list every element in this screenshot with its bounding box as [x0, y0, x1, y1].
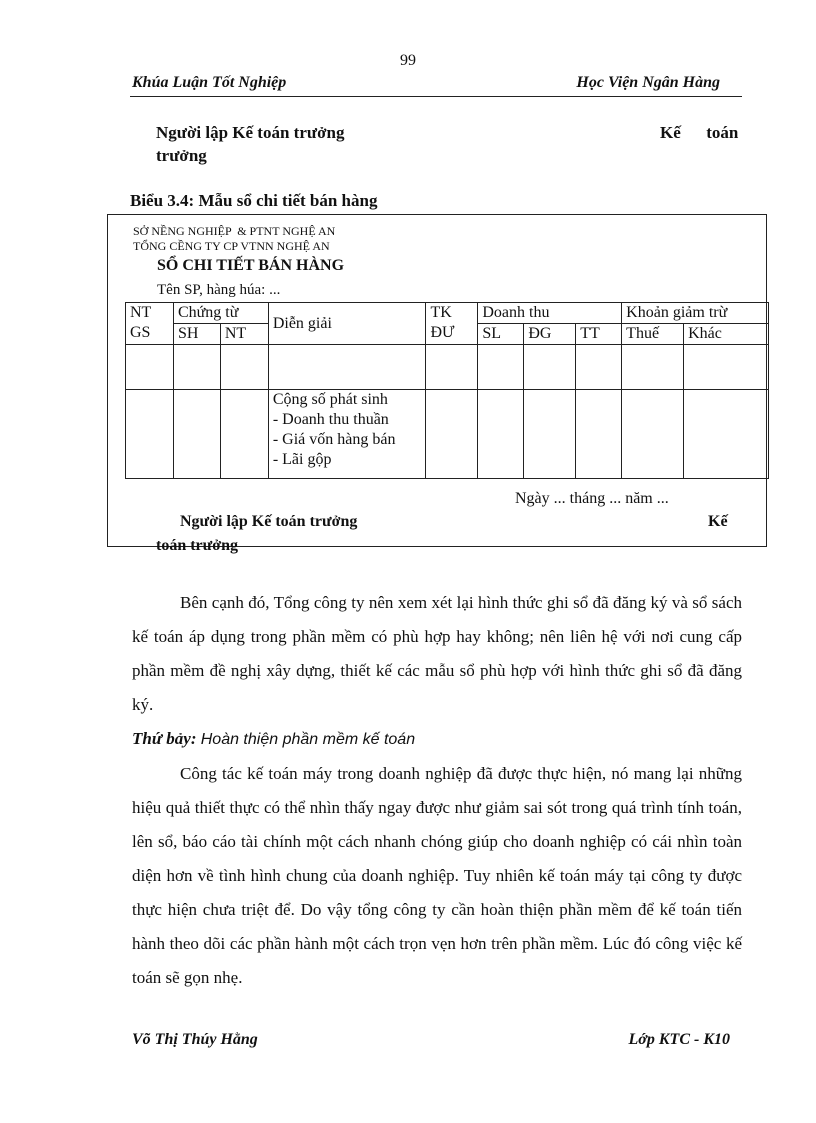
- ledger-signature-right: Kế: [708, 513, 728, 530]
- header-rule: [130, 96, 742, 97]
- header-left: Khúa Luận Tốt Nghiệp: [132, 74, 287, 91]
- signature-top-right: Kế toán: [660, 123, 739, 142]
- summary-line: - Doanh thu thuần: [272, 411, 389, 428]
- ledger-blank-row: [126, 345, 769, 390]
- section-heading: [132, 722, 742, 757]
- col-dien-giai: Diễn giải: [268, 303, 426, 345]
- summary-line: - Lãi gộp: [272, 451, 332, 468]
- footer-left: Võ Thị Thúy Hằng: [132, 1031, 258, 1048]
- col-thue: Thuế: [622, 324, 684, 345]
- section-heading-title: Hoàn thiện phần mềm kế toán: [200, 731, 416, 748]
- ledger-signature-left: Người lập Kế toán trưởng: [180, 513, 358, 530]
- col-doanh-thu: Doanh thu: [478, 303, 622, 324]
- paragraph-2: Công tác kế toán máy trong doanh nghiệp đã được thực hiện, nó mang lại những hiệu quả thiết thực có thể nhìn thấy ngay được như giảm sai sót trong quá trình tính toán, lên sổ, báo cáo tài chính một cách nhanh chóng giúp cho doanh nghiệp có cái nhìn toàn diện hơn về tình hình chung của doanh nghiệp. Tuy nhiên kế toán máy tại công ty được thực hiện chưa triệt để. Do vậy tổng công ty cần hoàn thiện phần mềm để kế toán tiến hành theo dõi các phần hành một cách trọn vẹn hơn trên phần mềm. Lúc đó công việc kế toán sẽ gọn nhẹ.: [132, 764, 742, 987]
- ledger-org-line-2: TỔNG CỀNG TY CP VTNN NGHỆ AN: [133, 239, 330, 253]
- summary-cell: [268, 390, 426, 479]
- summary-line: - Giá vốn hàng bán: [272, 431, 396, 448]
- col-khoan-giam-tru: Khoản giảm trừ: [622, 303, 769, 324]
- col-dg: ĐG: [524, 324, 576, 345]
- col-khac: Khác: [684, 324, 769, 345]
- col-nt-gs: NT GS: [126, 303, 174, 345]
- figure-caption: Biểu 3.4: Mẫu sổ chi tiết bán hàng: [130, 191, 378, 210]
- ledger-title: SỔ CHI TIẾT BÁN HÀNG: [157, 257, 345, 274]
- page-number: 99: [400, 52, 416, 69]
- header-right: Học Viện Ngân Hàng: [576, 74, 720, 91]
- col-nt: NT: [220, 324, 268, 345]
- col-tt: TT: [576, 324, 622, 345]
- col-sl: SL: [478, 324, 524, 345]
- ledger-header-row-1: [126, 303, 769, 324]
- summary-line: Cộng số phát sinh: [272, 391, 388, 408]
- col-chung-tu: Chứng từ: [173, 303, 268, 324]
- ledger-signature-wrap: toán trưởng: [156, 537, 239, 554]
- ledger-summary-row: [126, 390, 769, 479]
- signature-top-left: Người lập Kế toán trưởng: [156, 123, 345, 142]
- ledger-org-line-1: SỞ NỀNG NGHIỆP & PTNT NGHỆ AN: [133, 224, 336, 238]
- ledger-date-line: Ngày ... tháng ... năm ...: [515, 490, 669, 507]
- signature-top-wrap: trưởng: [156, 146, 207, 165]
- col-tk-du: TK ĐƯ: [426, 303, 478, 345]
- body-section: [132, 586, 742, 995]
- section-heading-label: Thứ bảy:: [132, 729, 197, 748]
- footer-right: Lớp KTC - K10: [628, 1031, 730, 1048]
- col-sh: SH: [173, 324, 220, 345]
- paragraph-1: Bên cạnh đó, Tổng công ty nên xem xét lại hình thức ghi sổ đã đăng ký và sổ sách kế toán áp dụng trong phần mềm có phù hợp hay không; nên liên hệ với nơi cung cấp phần mềm đề nghị xây dựng, thiết kế các mẫu sổ phù hợp với hình thức ghi sổ đã đăng ký.: [132, 593, 742, 714]
- ledger-table: [125, 302, 769, 479]
- ledger-product-line: Tên SP, hàng húa: ...: [157, 282, 281, 298]
